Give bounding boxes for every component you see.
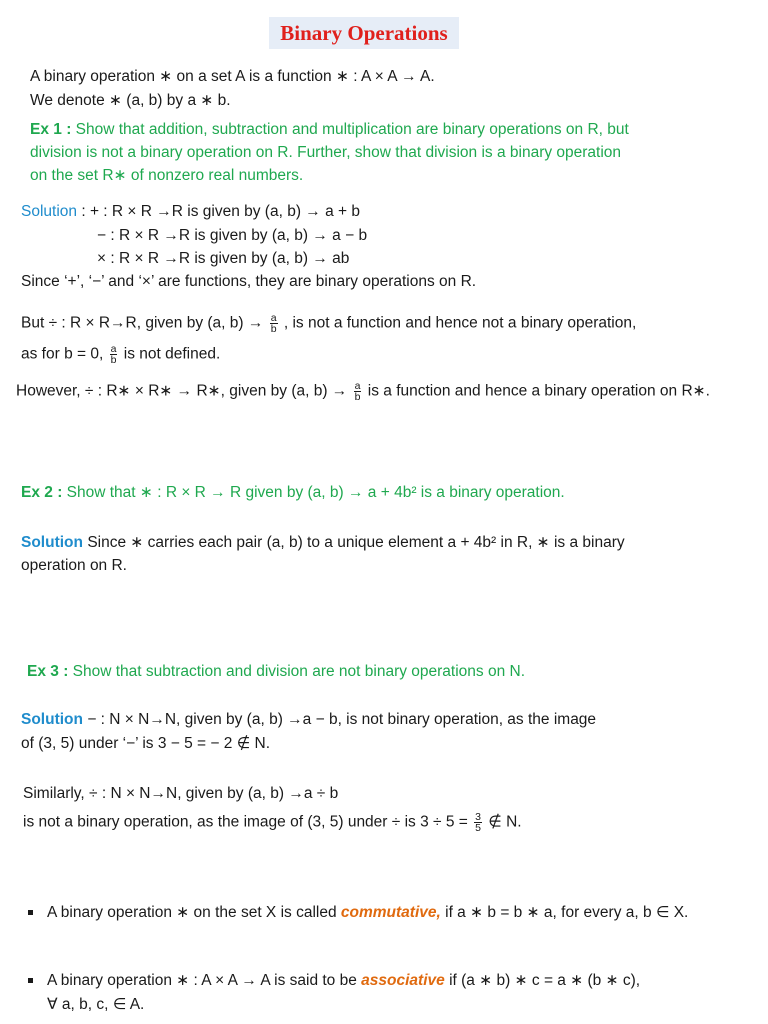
bullet-marker — [28, 910, 33, 915]
sol1-but-line — [21, 313, 636, 334]
fraction-a-over-b — [110, 344, 118, 365]
sol1-but-post: , is not a function and hence not a binary operation, — [283, 314, 637, 332]
fraction-a-over-b — [270, 313, 278, 334]
bullet-associative — [47, 971, 640, 991]
fraction-denominator: 5 — [475, 822, 481, 834]
commutative-pre: A binary operation ∗ on the set X is called — [47, 904, 337, 921]
ex1-line-1 — [30, 120, 629, 140]
sol1-asfor-pre: as for b = 0, — [21, 345, 104, 363]
ex2-line — [21, 483, 565, 503]
associative-line-2: ∀ a, b, c, ∈ A. — [47, 996, 145, 1013]
ex1-label: Ex 1 : — [30, 121, 72, 138]
ex1-text-1: Show that addition, subtraction and multiplication are binary operations on R, but — [75, 121, 629, 138]
sol3-line-1 — [21, 710, 596, 730]
sol1-since: Since ‘+’, ‘−’ and ‘×’ are functions, they are binary operations on R. — [21, 273, 477, 290]
ex3-label: Ex 3 : — [27, 663, 69, 680]
sol1-line-times: × : R × R →R is given by (a, b) → ab — [97, 250, 350, 267]
sol1-but-pre: But ÷ : R × R→R, given by (a, b) → — [21, 314, 264, 332]
fraction-numerator: a — [354, 380, 361, 392]
associative-pre: A binary operation ∗ : A × A → A is said to be — [47, 972, 357, 989]
ex1-line-3: on the set R∗ of nonzero real numbers. — [30, 167, 304, 184]
fraction-denominator: b — [110, 354, 117, 366]
ex2-text: Show that ∗ : R × R → R given by (a, b) → a + 4b² is a binary operation. — [66, 484, 565, 501]
sol2-text-1: Since ∗ carries each pair (a, b) to a unique element a + 4b² in R, ∗ is a binary — [87, 534, 625, 551]
associative-term: associative — [361, 972, 445, 989]
sol3-line-4 — [23, 812, 522, 833]
fraction-numerator: a — [110, 343, 117, 355]
intro-line-2: We denote ∗ (a, b) by a ∗ b. — [30, 92, 231, 109]
sol3-line-2: of (3, 5) under ‘−’ is 3 − 5 = − 2 ∉ N. — [21, 735, 270, 752]
fraction-numerator: a — [270, 312, 277, 324]
sol1-line-minus: − : R × R →R is given by (a, b) → a − b — [97, 227, 368, 244]
commutative-term: commutative, — [340, 904, 441, 921]
sol2-line-2: operation on R. — [21, 557, 127, 574]
sol1-however-pre: However, ÷ : R∗ × R∗ → R∗, given by (a, b) → — [16, 382, 348, 400]
ex3-text: Show that subtraction and division are not binary operations on N. — [72, 663, 526, 680]
sol1-asfor-line — [21, 344, 220, 365]
sol3-line-4-post: ∉ N. — [488, 813, 522, 831]
commutative-post: if a ∗ b = b ∗ a, for every a, b ∈ X. — [445, 904, 689, 921]
sol3-line-4-pre: is not a binary operation, as the image of (3, 5) under ÷ is 3 ÷ 5 = — [23, 813, 468, 831]
ex3-line — [27, 662, 525, 682]
fraction-a-over-b — [354, 381, 362, 402]
sol2-line-1 — [21, 533, 625, 553]
sol2-label: Solution — [21, 534, 83, 551]
fraction-3-over-5 — [474, 812, 482, 833]
fraction-denominator: b — [270, 323, 277, 335]
ex1-line-2: division is not a binary operation on R. Further, show that division is a binary operation — [30, 144, 622, 161]
fraction-denominator: b — [354, 391, 361, 403]
sol1-plus-text: : + : R × R →R is given by (a, b) → a + b — [81, 203, 361, 220]
sol1-label: Solution — [21, 203, 78, 220]
page-title: Binary Operations — [269, 17, 459, 49]
associative-post: if (a ∗ b) ∗ c = a ∗ (b ∗ c), — [449, 972, 641, 989]
sol1-however-line — [16, 381, 710, 402]
fraction-numerator: 3 — [475, 811, 481, 823]
ex2-label: Ex 2 : — [21, 484, 63, 501]
sol3-label: Solution — [21, 711, 83, 728]
intro-line-1: A binary operation ∗ on a set A is a function ∗ : A × A → A. — [30, 68, 435, 85]
bullet-marker — [28, 978, 33, 983]
sol1-however-post: is a function and hence a binary operation on R∗. — [367, 382, 710, 400]
sol3-text-1: − : N × N→N, given by (a, b) →a − b, is not binary operation, as the image — [87, 711, 597, 728]
sol3-line-3: Similarly, ÷ : N × N→N, given by (a, b) →a ÷ b — [23, 785, 339, 802]
sol1-line-plus — [21, 202, 360, 222]
sol1-asfor-post: is not defined. — [123, 345, 221, 363]
bullet-commutative — [47, 903, 688, 923]
